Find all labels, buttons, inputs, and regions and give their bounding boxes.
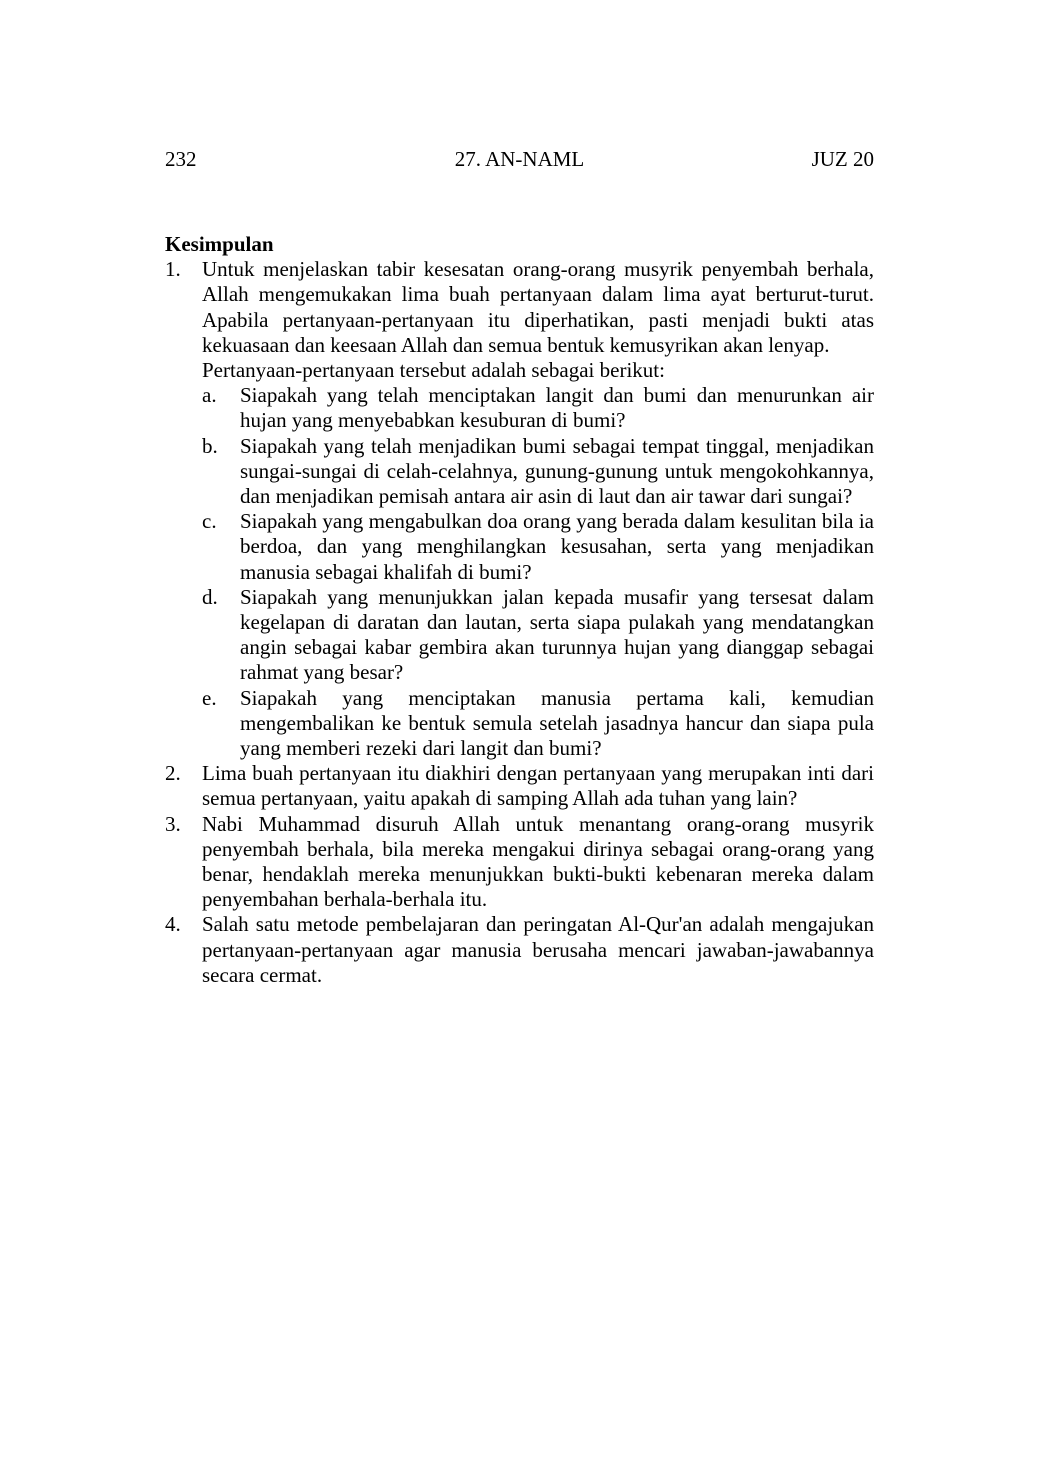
question-letter: a.	[202, 383, 217, 408]
question-letter: b.	[202, 433, 218, 458]
item-text: Nabi Muhammad disuruh Allah untuk menantang orang-orang musyrik penyembah berhala, bila mereka mengakui dirinya sebagai orang-orang yang benar, hendaklah mereka menunjukkan bukti-bukti kebenaran mereka dalam penyembahan berhala-berhala itu.	[202, 811, 874, 912]
question-letter: e.	[202, 685, 217, 710]
item-text: Salah satu metode pembelajaran dan peringatan Al-Qur'an adalah mengajukan pertanyaan-pertanyaan agar manusia berusaha mencari jawaban-jawabannya secara cermat.	[202, 912, 874, 987]
question-list	[202, 383, 874, 761]
question-item-b	[202, 434, 874, 510]
question-text: Siapakah yang telah menciptakan langit dan bumi dan menurunkan air hujan yang menyebabkan kesuburan di bumi?	[240, 383, 874, 433]
item-number: 4.	[165, 912, 181, 937]
page-header	[165, 143, 874, 175]
question-item-a	[202, 383, 874, 433]
item-number: 1.	[165, 257, 181, 282]
item-number: 2.	[165, 761, 181, 786]
question-text: Siapakah yang menunjukkan jalan kepada musafir yang tersesat dalam kegelapan di daratan dan lautan, serta siapa pulakah yang mendatangkan angin sebagai kabar gembira akan turunnya hujan yang dianggap sebagai rahmat yang besar?	[240, 584, 874, 685]
question-item-e	[202, 686, 874, 762]
question-item-c	[202, 509, 874, 585]
conclusion-item-4	[165, 912, 874, 988]
question-letter: c.	[202, 509, 217, 534]
section-heading: Kesimpulan	[165, 232, 274, 256]
question-text: Siapakah yang mengabulkan doa orang yang berada dalam kesulitan bila ia berdoa, dan yang menghilangkan kesusahan, serta yang menjadikan manusia sebagai khalifah di bumi?	[240, 509, 874, 584]
main-content	[165, 232, 874, 988]
conclusion-item-2	[165, 761, 874, 811]
item-text: Untuk menjelaskan tabir kesesatan orang-orang musyrik penyembah berhala, Allah mengemukakan lima buah pertanyaan dalam lima ayat berturut-turut. Apabila pertanyaan-pertanyaan itu diperhatikan, pasti menjadi bukti atas kekuasaan dan keesaan Allah dan semua bentuk kemusyrikan akan lenyap.	[202, 257, 874, 357]
question-text: Siapakah yang telah menjadikan bumi sebagai tempat tinggal, menjadikan sungai-sungai di celah-celahnya, gunung-gunung untuk mengokohkannya, dan menjadikan pemisah antara air asin di laut dan air tawar dari sungai?	[240, 433, 874, 509]
conclusion-item-3	[165, 812, 874, 913]
juz-label: JUZ 20	[811, 147, 874, 171]
question-letter: d.	[202, 584, 218, 609]
conclusion-item-1	[165, 257, 874, 761]
item-intro: Pertanyaan-pertanyaan tersebut adalah sebagai berikut:	[202, 358, 665, 383]
page-number: 232	[165, 147, 197, 171]
item-number: 3.	[165, 811, 181, 836]
question-text: Siapakah yang menciptakan manusia pertama kali, kemudian mengembalikan ke bentuk semula setelah jasadnya hancur dan siapa pula yang memberi rezeki dari langit dan bumi?	[240, 685, 874, 761]
item-text: Lima buah pertanyaan itu diakhiri dengan pertanyaan yang merupakan inti dari semua pertanyaan, yaitu apakah di samping Allah ada tuhan yang lain?	[202, 761, 874, 811]
question-item-d	[202, 585, 874, 686]
chapter-title: 27. AN-NAML	[454, 147, 585, 171]
